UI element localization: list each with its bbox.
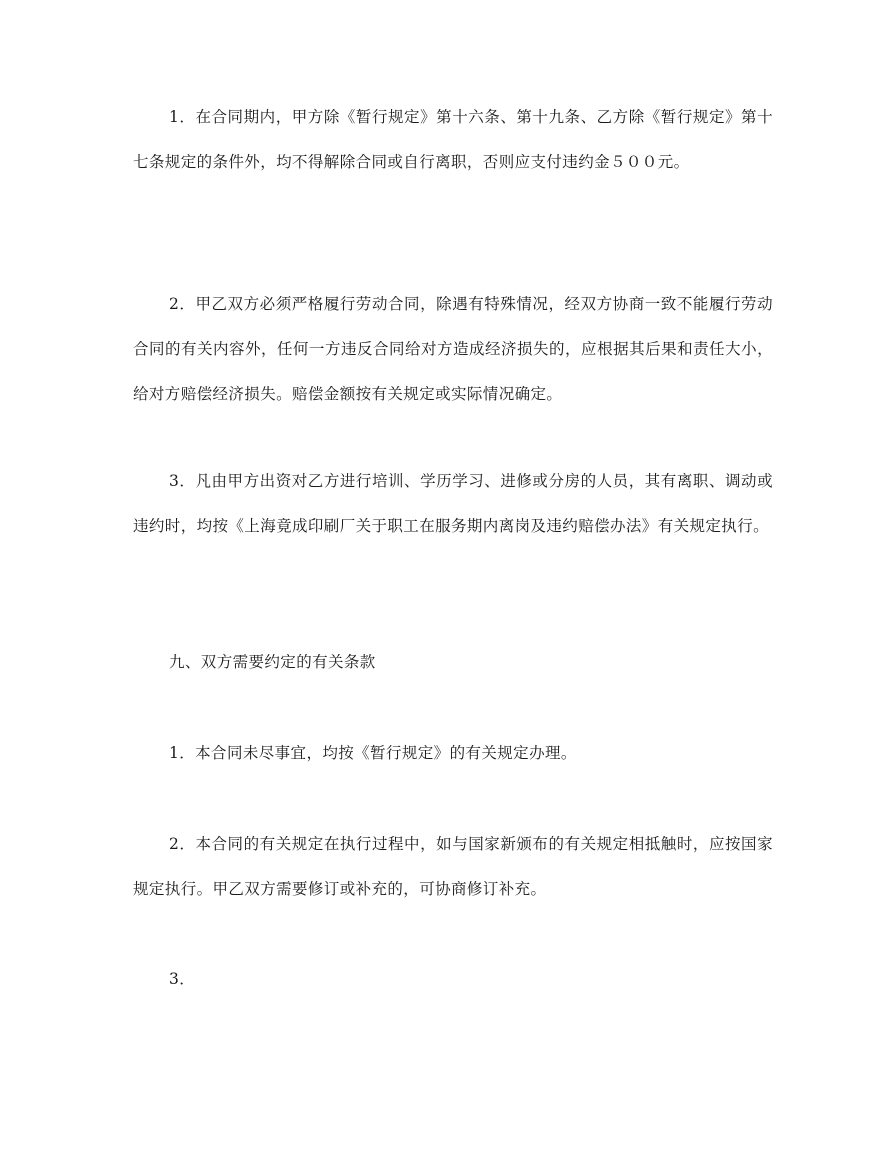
paragraph-text: 3． <box>169 970 196 988</box>
paragraph-text: 2．甲乙双方必须严格履行劳动合同，除遇有特殊情况，经双方协商一致不能履行劳动合同的有关内容外，任何一方违反合同给对方造成经济损失的，应根据其后果和责任大小，给对方赔偿经济损失。赔偿金额按有关规定或实际情况确定。 <box>133 295 773 403</box>
paragraph-text: 1．在合同期内，甲方除《暂行规定》第十六条、第十九条、乙方除《暂行规定》第十七条规定的条件外，均不得解除合同或自行离职，否则应支付违约金５００元。 <box>133 108 773 171</box>
paragraph-section9-clause-3 <box>133 957 773 1002</box>
paragraph-text: 2．本合同的有关规定在执行过程中，如与国家新颁布的有关规定相抵触时，应按国家规定执行。甲乙双方需要修订或补充的，可协商修订补充。 <box>133 835 773 898</box>
paragraph-text: 1．本合同未尽事宜，均按《暂行规定》的有关规定办理。 <box>169 744 577 762</box>
paragraph-section9-clause-2 <box>133 822 773 912</box>
paragraph-clause-1 <box>133 95 773 185</box>
section-heading-nine <box>133 640 773 685</box>
paragraph-clause-3 <box>133 459 773 549</box>
paragraph-clause-2 <box>133 282 773 417</box>
paragraph-section9-clause-1 <box>133 731 773 776</box>
section-heading-text: 九、双方需要约定的有关条款 <box>169 653 376 671</box>
paragraph-text: 3．凡由甲方出资对乙方进行培训、学历学习、进修或分房的人员，其有离职、调动或违约时，均按《上海竟成印刷厂关于职工在服务期内离岗及违约赔偿办法》有关规定执行。 <box>133 472 773 535</box>
